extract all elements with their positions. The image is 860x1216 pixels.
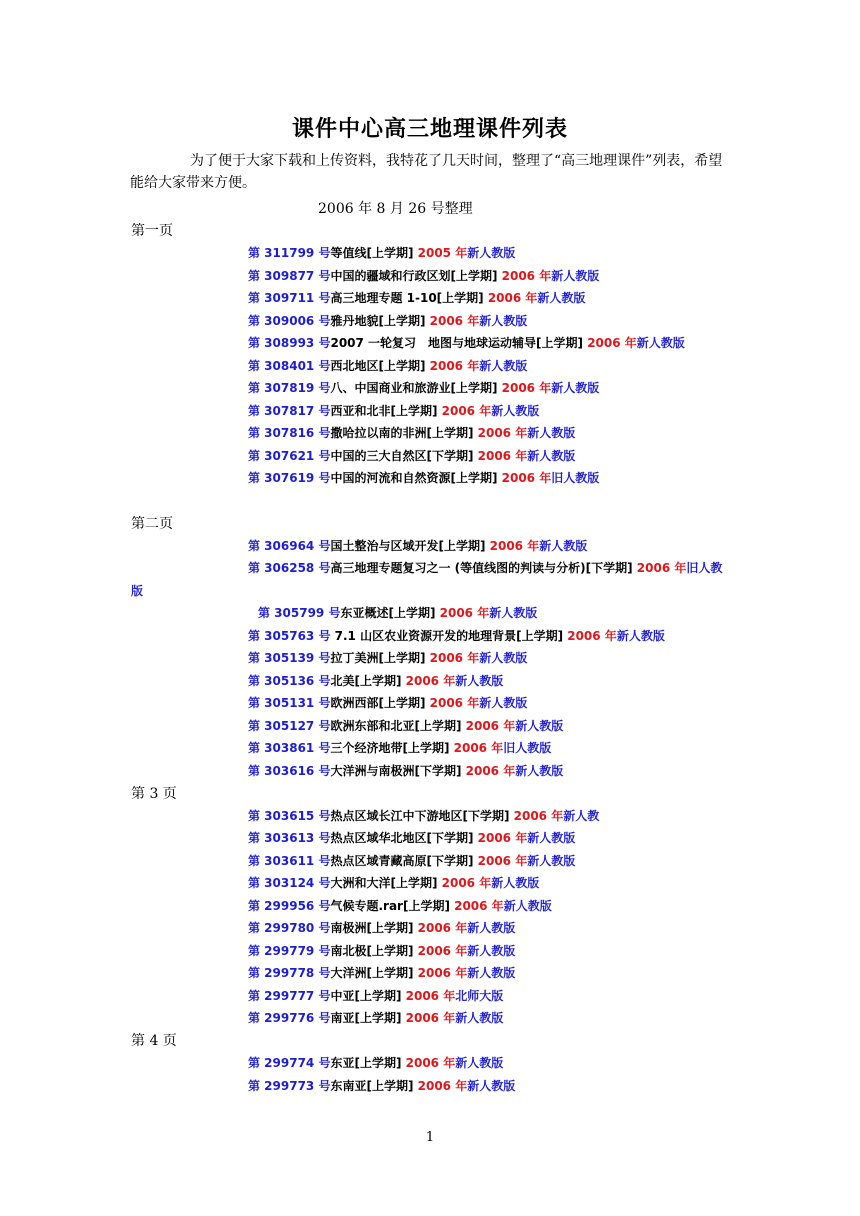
item-edition: 新人教 [563,809,600,823]
item-year: 2006 年 [567,629,617,643]
item-number: 第 299780 号 [248,921,331,935]
item-edition: 旧人教版 [503,741,552,755]
item-edition: 旧人教版 [551,471,600,485]
item-title: 热点区域华北地区[下学期] [330,831,478,845]
intro-paragraph: 为了便于大家下载和上传资料，我特花了几天时间，整理了“高三地理课件”列表，希望能给大家带来方便。 [130,153,723,191]
item-year: 2006 年 [405,1011,456,1025]
item-title: 撒哈拉以南的非洲[上学期] [330,426,478,440]
item-edition: 新人教版 [527,854,576,868]
item-year: 2005 年 [417,246,468,260]
item-title: 南极洲[上学期] [330,921,418,935]
list-item[interactable] [248,649,527,666]
item-edition: 新人教版 [455,1056,504,1070]
item-year: 2006 年 [501,381,552,395]
section-heading: 第 4 页 [131,1033,177,1049]
section-heading: 第 3 页 [131,786,177,802]
item-title: 等值线[上学期] [330,246,418,260]
list-item[interactable] [248,987,503,1004]
item-edition: 新人教版 [455,1011,504,1025]
date-line: 2006 年 8 月 26 号整理 [318,201,473,217]
item-number: 第 308993 号 [248,336,331,350]
page-number: 1 [425,1130,435,1145]
list-item[interactable] [258,604,537,621]
item-year: 2006 年 [417,1079,468,1093]
page-title: 课件中心高三地理课件列表 [291,117,568,142]
section-heading: 第二页 [131,516,173,532]
item-edition: 新人教版 [467,921,516,935]
item-title: 雅丹地貌[上学期] [330,314,430,328]
item-title: 大洋洲[上学期] [330,966,418,980]
item-number: 第 299773 号 [248,1079,331,1093]
item-year: 2006 年 [417,921,468,935]
list-item[interactable] [248,964,515,981]
item-edition: 新人教版 [479,696,528,710]
item-number: 第 309711 号 [248,291,331,305]
item-title: 热点区域青藏高原[下学期] [330,854,478,868]
list-item[interactable] [248,1054,503,1071]
item-title: 三个经济地带[上学期] [330,741,454,755]
list-item[interactable] [248,537,587,554]
item-number: 第 305131 号 [248,696,331,710]
item-year: 2006 年 [417,944,468,958]
item-year: 2006 年 [465,719,516,733]
item-title: 大洋洲与南极洲[下学期] [330,764,466,778]
item-year: 2006 年 [429,696,480,710]
item-number: 第 306258 号 [248,561,331,575]
item-number: 第 307816 号 [248,426,331,440]
item-year: 2006 年 [477,854,528,868]
item-title: 2007 一轮复习 地图与地球运动辅导[上学期] [330,336,588,350]
list-item[interactable] [248,379,599,396]
item-year: 2006 年 [405,989,456,1003]
item-title: 欧洲东部和北亚[上学期] [330,719,466,733]
item-edition: 新人教版 [455,674,504,688]
list-item[interactable] [248,717,563,734]
item-year: 2006 年 [465,764,516,778]
item-year: 2006 年 [513,809,564,823]
list-item[interactable] [248,829,575,846]
item-number: 第 309877 号 [248,269,331,283]
item-year: 2006 年 [439,606,490,620]
item-year: 2006 年 [477,449,528,463]
item-edition-continued: 版 [131,584,144,598]
item-title: 高三地理专题 1-10[上学期] [330,291,488,305]
item-number: 第 299778 号 [248,966,331,980]
item-year: 2006 年 [441,876,492,890]
item-year: 2006 年 [429,314,480,328]
item-edition: 新人教版 [491,404,540,418]
item-year: 2006 年 [405,1056,456,1070]
item-title: 东南亚[上学期] [330,1079,418,1093]
item-number: 第 308401 号 [248,359,331,373]
list-item[interactable] [248,357,527,374]
list-item[interactable] [248,919,515,936]
item-title: 西亚和北非[上学期] [330,404,442,418]
list-item[interactable] [248,334,685,351]
list-item[interactable] [248,897,552,914]
item-year: 2006 年 [587,336,637,350]
item-edition: 新人教版 [503,899,552,913]
item-edition: 新人教版 [489,606,538,620]
item-title: 北美[上学期] [330,674,406,688]
item-number: 第 307817 号 [248,404,331,418]
list-item[interactable] [248,244,515,261]
item-number: 第 299774 号 [248,1056,331,1070]
list-item[interactable] [248,289,585,306]
item-title: 东亚[上学期] [330,1056,406,1070]
list-item[interactable] [248,469,599,486]
list-item[interactable] [248,1009,503,1026]
item-edition: 新人教版 [479,359,528,373]
item-year: 2006 年 [429,359,480,373]
item-edition: 新人教版 [527,449,576,463]
list-item[interactable] [248,874,539,891]
item-number: 第 305799 号 [258,606,341,620]
list-item[interactable] [248,627,665,644]
item-number: 第 305139 号 [248,651,331,665]
item-title: 欧洲西部[上学期] [330,696,430,710]
item-number: 第 299779 号 [248,944,331,958]
item-title: 大洲和大洋[上学期] [330,876,442,890]
item-year: 2006 年 [487,291,538,305]
item-edition: 新人教版 [515,719,564,733]
item-title: 中亚[上学期] [330,989,406,1003]
item-year: 2006 年 [453,741,504,755]
item-number: 第 303611 号 [248,854,331,868]
item-edition: 新人教版 [467,246,516,260]
item-number: 第 303615 号 [248,809,331,823]
item-number: 第 305127 号 [248,719,331,733]
list-item[interactable] [248,1077,515,1094]
item-year: 2006 年 [501,269,552,283]
item-year: 2006 年 [477,831,528,845]
item-year: 2006 年 [636,561,687,575]
item-edition: 新人教版 [537,291,586,305]
item-title: 中国的疆域和行政区划[上学期] [330,269,502,283]
list-item[interactable] [248,312,527,329]
item-year: 2006 年 [429,651,480,665]
item-number: 第 307819 号 [248,381,331,395]
item-number: 第 307619 号 [248,471,331,485]
item-title: 国土整治与区域开发[上学期] [330,539,490,553]
item-number: 第 299776 号 [248,1011,331,1025]
item-title: 南亚[上学期] [330,1011,406,1025]
item-number: 第 305763 号 [248,629,331,643]
item-title: 气候专题.rar[上学期] [330,899,455,913]
list-item[interactable] [248,447,575,464]
list-item[interactable] [248,694,527,711]
item-title: 西北地区[上学期] [330,359,430,373]
item-title: 热点区域长江中下游地区[下学期] [330,809,514,823]
item-edition: 新人教版 [551,269,600,283]
item-edition: 北师大版 [455,989,504,1003]
list-item[interactable] [248,942,515,959]
item-edition: 新人教版 [467,1079,516,1093]
list-item[interactable] [248,739,551,756]
item-year: 2006 年 [441,404,492,418]
item-edition: 新人教版 [515,764,564,778]
item-number: 第 305136 号 [248,674,331,688]
item-edition: 新人教版 [479,314,528,328]
list-item[interactable] [248,852,575,869]
item-edition: 新人教版 [527,426,576,440]
item-year: 2006 年 [501,471,552,485]
item-number: 第 303861 号 [248,741,331,755]
item-title: 高三地理专题复习之一 (等值线图的判读与分析)[下学期] [330,561,637,575]
list-item[interactable] [248,424,575,441]
item-number: 第 303613 号 [248,831,331,845]
item-edition: 新人教版 [467,966,516,980]
item-number: 第 311799 号 [248,246,331,260]
item-edition: 新人教版 [467,944,516,958]
item-title: 八、中国商业和旅游业[上学期] [330,381,502,395]
item-title: 中国的河流和自然资源[上学期] [330,471,502,485]
list-item[interactable] [248,267,599,284]
item-edition: 新人教版 [539,539,588,553]
list-item[interactable] [248,402,539,419]
item-year: 2006 年 [405,674,456,688]
item-number: 第 309006 号 [248,314,331,328]
item-year: 2006 年 [417,966,468,980]
section-heading: 第一页 [131,223,173,239]
item-edition: 新人教版 [491,876,540,890]
item-number: 第 307621 号 [248,449,331,463]
item-title: 南北极[上学期] [330,944,418,958]
list-item[interactable] [248,559,722,576]
item-number: 第 299777 号 [248,989,331,1003]
item-number: 第 303124 号 [248,876,331,890]
item-year: 2006 年 [454,899,504,913]
item-year: 2006 年 [489,539,540,553]
item-edition: 新人教版 [636,336,685,350]
item-title: 7.1 山区农业资源开发的地理背景[上学期] [330,629,568,643]
item-edition: 新人教版 [616,629,665,643]
item-title: 拉丁美洲[上学期] [330,651,430,665]
item-number: 第 306964 号 [248,539,331,553]
item-number: 第 303616 号 [248,764,331,778]
item-edition: 新人教版 [479,651,528,665]
item-title: 中国的三大自然区[下学期] [330,449,478,463]
list-item[interactable] [248,807,599,824]
item-edition: 新人教版 [551,381,600,395]
item-title: 东亚概述[上学期] [340,606,440,620]
list-item[interactable] [248,672,503,689]
item-edition: 新人教版 [527,831,576,845]
list-item[interactable] [248,762,563,779]
item-number: 第 299956 号 [248,899,331,913]
item-year: 2006 年 [477,426,528,440]
item-edition: 旧人教 [686,561,723,575]
